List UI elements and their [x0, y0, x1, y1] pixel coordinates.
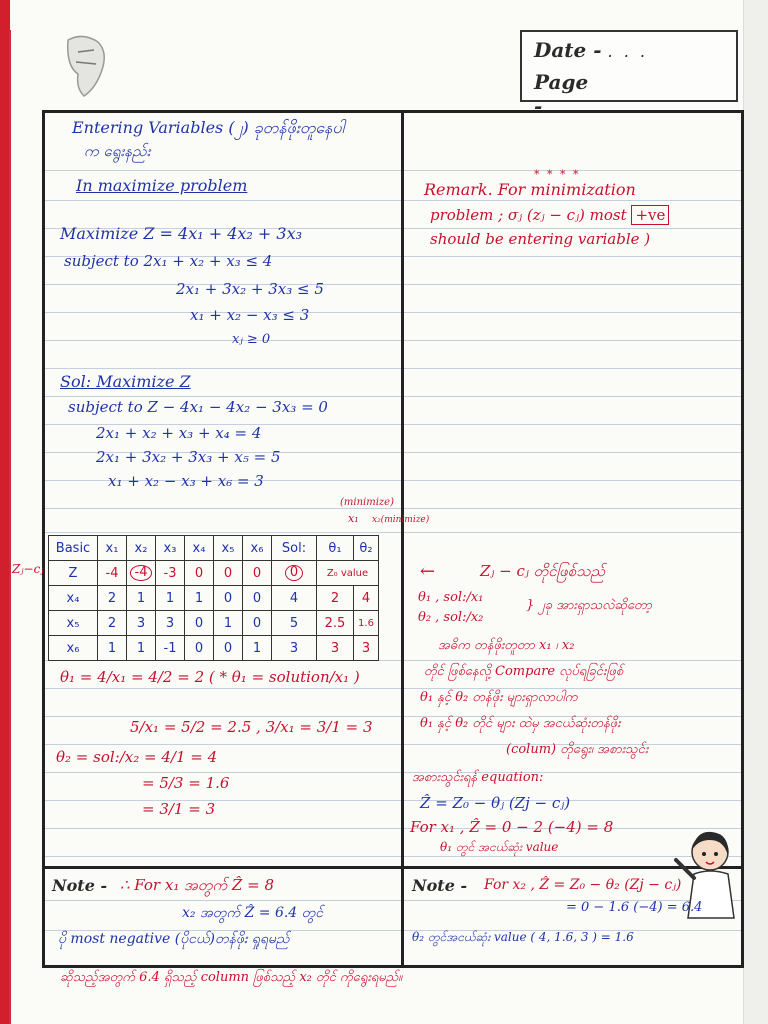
ruling-line: [45, 772, 741, 773]
title-line-2: က ရွေးနည်း: [84, 142, 151, 160]
simplex-tableau: [48, 535, 379, 661]
table-cell-circled: 0: [272, 561, 317, 586]
constraint-3: x₁ + x₂ − x₃ ≤ 3: [190, 306, 310, 324]
note-left-line-1: ∴ For x₁ အတွက် Ẑ = 8: [120, 876, 274, 894]
ruling-line: [45, 368, 741, 369]
z-hat-formula: Ẑ = Z₀ − θⱼ (Zj − cⱼ): [420, 794, 571, 812]
table-row: [49, 611, 379, 636]
objective-function: Maximize Z = 4x₁ + 4x₂ + 3x₃: [60, 224, 303, 243]
arrow-left-icon: ←: [420, 561, 436, 582]
header-cell: x₄: [185, 536, 214, 561]
table-cell: 3: [272, 636, 317, 661]
table-cell: Z: [49, 561, 98, 586]
ruling-line: [45, 396, 741, 397]
theta2-line-2: = 5/3 = 1.6: [142, 774, 230, 792]
table-cell: 1: [127, 586, 156, 611]
table-cell: 1: [127, 636, 156, 661]
footer-conclusion: ဆိုသည့်အတွက် 6.4 ရှိသည့် column ဖြစ်သည့် x₂ တိုင် ကိုရွေးရမည်။: [60, 970, 403, 985]
remark-line-1: Remark. For minimization: [424, 180, 636, 199]
table-cell: 4: [354, 586, 379, 611]
table-cell: 1: [156, 586, 185, 611]
table-cell: 2.5: [317, 611, 354, 636]
table-row: [49, 586, 379, 611]
note-right-line-3: θ₂ တွင်အငယ်ဆုံး value ( 4, 1.6, 3 ) = 1.6: [412, 930, 634, 944]
solution-line-1: subject to Z − 4x₁ − 4x₂ − 3x₃ = 0: [68, 398, 328, 416]
remark-line-3: should be entering variable ): [430, 230, 651, 248]
non-negativity: xⱼ ≥ 0: [232, 332, 271, 347]
table-cell: -3: [156, 561, 185, 586]
explain-line-4: θ₁ နှင့် θ₂ တိုင် များ ထဲမှ အငယ်ဆုံးတန်ဖိုး: [420, 716, 621, 731]
explain-line-1: အဓိက တန်ဖိုးတူတာ x₁ ၊ x₂: [438, 638, 575, 653]
note-right-line-2: = 0 − 1.6 (−4) = 6.4: [566, 900, 703, 915]
table-cell-circled: -4: [127, 561, 156, 586]
table-cell: 1.6: [354, 611, 379, 636]
table-cell: 2: [98, 611, 127, 636]
theta2-calculation: θ₂ = sol:/x₂ = 4/1 = 4: [56, 748, 218, 766]
note-right-line-1: For x₂ , Ẑ = Z₀ − θ₂ (Zj − cⱼ): [484, 877, 682, 893]
constraint-2: 2x₁ + 3x₂ + 3x₃ ≤ 5: [176, 280, 324, 298]
table-cell: 0: [185, 611, 214, 636]
table-cell: 0: [214, 636, 243, 661]
plus-ve-box: +ve: [631, 205, 669, 225]
solution-line-2: 2x₁ + x₂ + x₃ + x₄ = 4: [96, 424, 262, 442]
ratio-line: 5/x₁ = 5/2 = 2.5 , 3/x₁ = 3/1 = 3: [130, 718, 373, 736]
solution-heading: Sol: Maximize Z: [60, 372, 191, 391]
theta-bracket-text: } ၂ခု အားရှာသလဲဆိုတော့: [526, 598, 653, 613]
table-cell: 2: [317, 586, 354, 611]
header-cell: x₅: [214, 536, 243, 561]
ruling-line: [45, 532, 741, 533]
note-left-line-3: ပို most negative (ပိုငယ်)တန်ဖိုး ရှုရမည်: [58, 931, 290, 947]
date-page-box: [520, 30, 738, 118]
zj-cj-label: Zⱼ − cⱼ တိုင်ဖြစ်သည်: [480, 562, 606, 580]
table-cell: x₅: [49, 611, 98, 636]
explain-line-2: တိုင် ဖြစ်နေလို့ Compare လုပ်ရခြင်းဖြစ်: [424, 664, 624, 679]
table-cell: 1: [243, 636, 272, 661]
page-field: Page - ................: [534, 70, 678, 118]
remark-stars: * * * *: [534, 168, 581, 181]
note-divider: [42, 866, 744, 869]
z0-value-label: Z₀ value: [317, 561, 379, 586]
header-cell: x₃: [156, 536, 185, 561]
ruling-line: [45, 688, 741, 689]
header-cell: x₂: [127, 536, 156, 561]
explain-line-5: (colum) တိုရွေး၊ အစားသွင်း: [506, 742, 649, 757]
table-header-row: [49, 536, 379, 561]
table-cell: 3: [156, 611, 185, 636]
theta1-calculation: θ₁ = 4/x₁ = 4/2 = 2 ( * θ₁ = solution/x₁ ): [60, 668, 360, 686]
table-cell: 1: [214, 611, 243, 636]
ruling-line: [45, 340, 741, 341]
table-cell: 1: [185, 586, 214, 611]
zj-cj-side-label: Zⱼ−cⱼ: [12, 562, 44, 576]
table-cell: 4: [272, 586, 317, 611]
note-left-line-2: x₂ အတွက် Ẑ = 6.4 တွင်: [182, 905, 324, 921]
column-divider: [401, 110, 404, 968]
table-cell: -1: [156, 636, 185, 661]
table-cell: 0: [185, 561, 214, 586]
table-row: [49, 561, 379, 586]
table-cell: 0: [185, 636, 214, 661]
header-cell: x₆: [243, 536, 272, 561]
minimize-note: (minimize): [340, 497, 394, 508]
remark-line-2: problem ; σⱼ (zⱼ − cⱼ) most +ve: [430, 206, 669, 226]
header-cell: Sol:: [272, 536, 317, 561]
title-line-1: Entering Variables (၂) ခုတန်ဖိုးတူနေပါ: [72, 118, 345, 137]
header-cell: θ₁: [317, 536, 354, 561]
table-cell: 3: [127, 611, 156, 636]
date-field: Date - . . .: [534, 38, 648, 62]
constraint-1: subject to 2x₁ + x₂ + x₃ ≤ 4: [64, 252, 273, 270]
table-cell: 2: [98, 586, 127, 611]
header-cell: x₁: [98, 536, 127, 561]
table-cell: 3: [317, 636, 354, 661]
note-right-label: Note -: [412, 876, 468, 895]
theta-line-1: θ₁ , sol:/x₁: [418, 590, 484, 605]
table-row: [49, 636, 379, 661]
table-cell: 0: [214, 561, 243, 586]
ruling-line: [45, 170, 741, 171]
theta2-line-3: = 3/1 = 3: [142, 800, 216, 818]
minimize-note-x1: x₁: [348, 512, 359, 525]
table-cell: 0: [243, 561, 272, 586]
header-cell: Basic: [49, 536, 98, 561]
ruling-line: [45, 312, 741, 313]
ruling-line: [45, 856, 741, 857]
minimize-note-x2: x₂(minimize): [372, 515, 430, 525]
ruling-line: [45, 716, 741, 717]
table-cell: 0: [243, 611, 272, 636]
next-page-edge: [743, 0, 768, 1024]
table-cell: x₆: [49, 636, 98, 661]
cartoon-corner-icon: [58, 30, 118, 100]
table-cell: x₄: [49, 586, 98, 611]
table-cell: 5: [272, 611, 317, 636]
solution-line-3: 2x₁ + 3x₂ + 3x₃ + x₅ = 5: [96, 448, 281, 466]
note-left-label: Note -: [52, 876, 108, 895]
smallest-theta-note: θ₁ တွင် အငယ်ဆုံး value: [440, 840, 559, 854]
table-cell: 0: [214, 586, 243, 611]
header-cell: θ₂: [354, 536, 379, 561]
ruling-line: [45, 284, 741, 285]
ruling-line: [45, 200, 741, 201]
ruling-line: [45, 828, 741, 829]
table-cell: 0: [243, 586, 272, 611]
margin-line: [9, 30, 11, 1024]
table-cell: 3: [354, 636, 379, 661]
for-x1-calculation: For x₁ , Ẑ = 0 − 2 (−4) = 8: [410, 818, 614, 836]
explain-line-6: အစားသွင်းရန် equation:: [412, 770, 544, 785]
theta-line-2: θ₂ , sol:/x₂: [418, 610, 484, 625]
table-cell: -4: [98, 561, 127, 586]
explain-line-3: θ₁ နှင့် θ₂ တန်ဖိုး များရှာလာပါက: [420, 690, 578, 705]
solution-line-4: x₁ + x₂ − x₃ + x₆ = 3: [108, 472, 264, 490]
table-cell: 1: [98, 636, 127, 661]
problem-heading: In maximize problem: [76, 176, 248, 195]
